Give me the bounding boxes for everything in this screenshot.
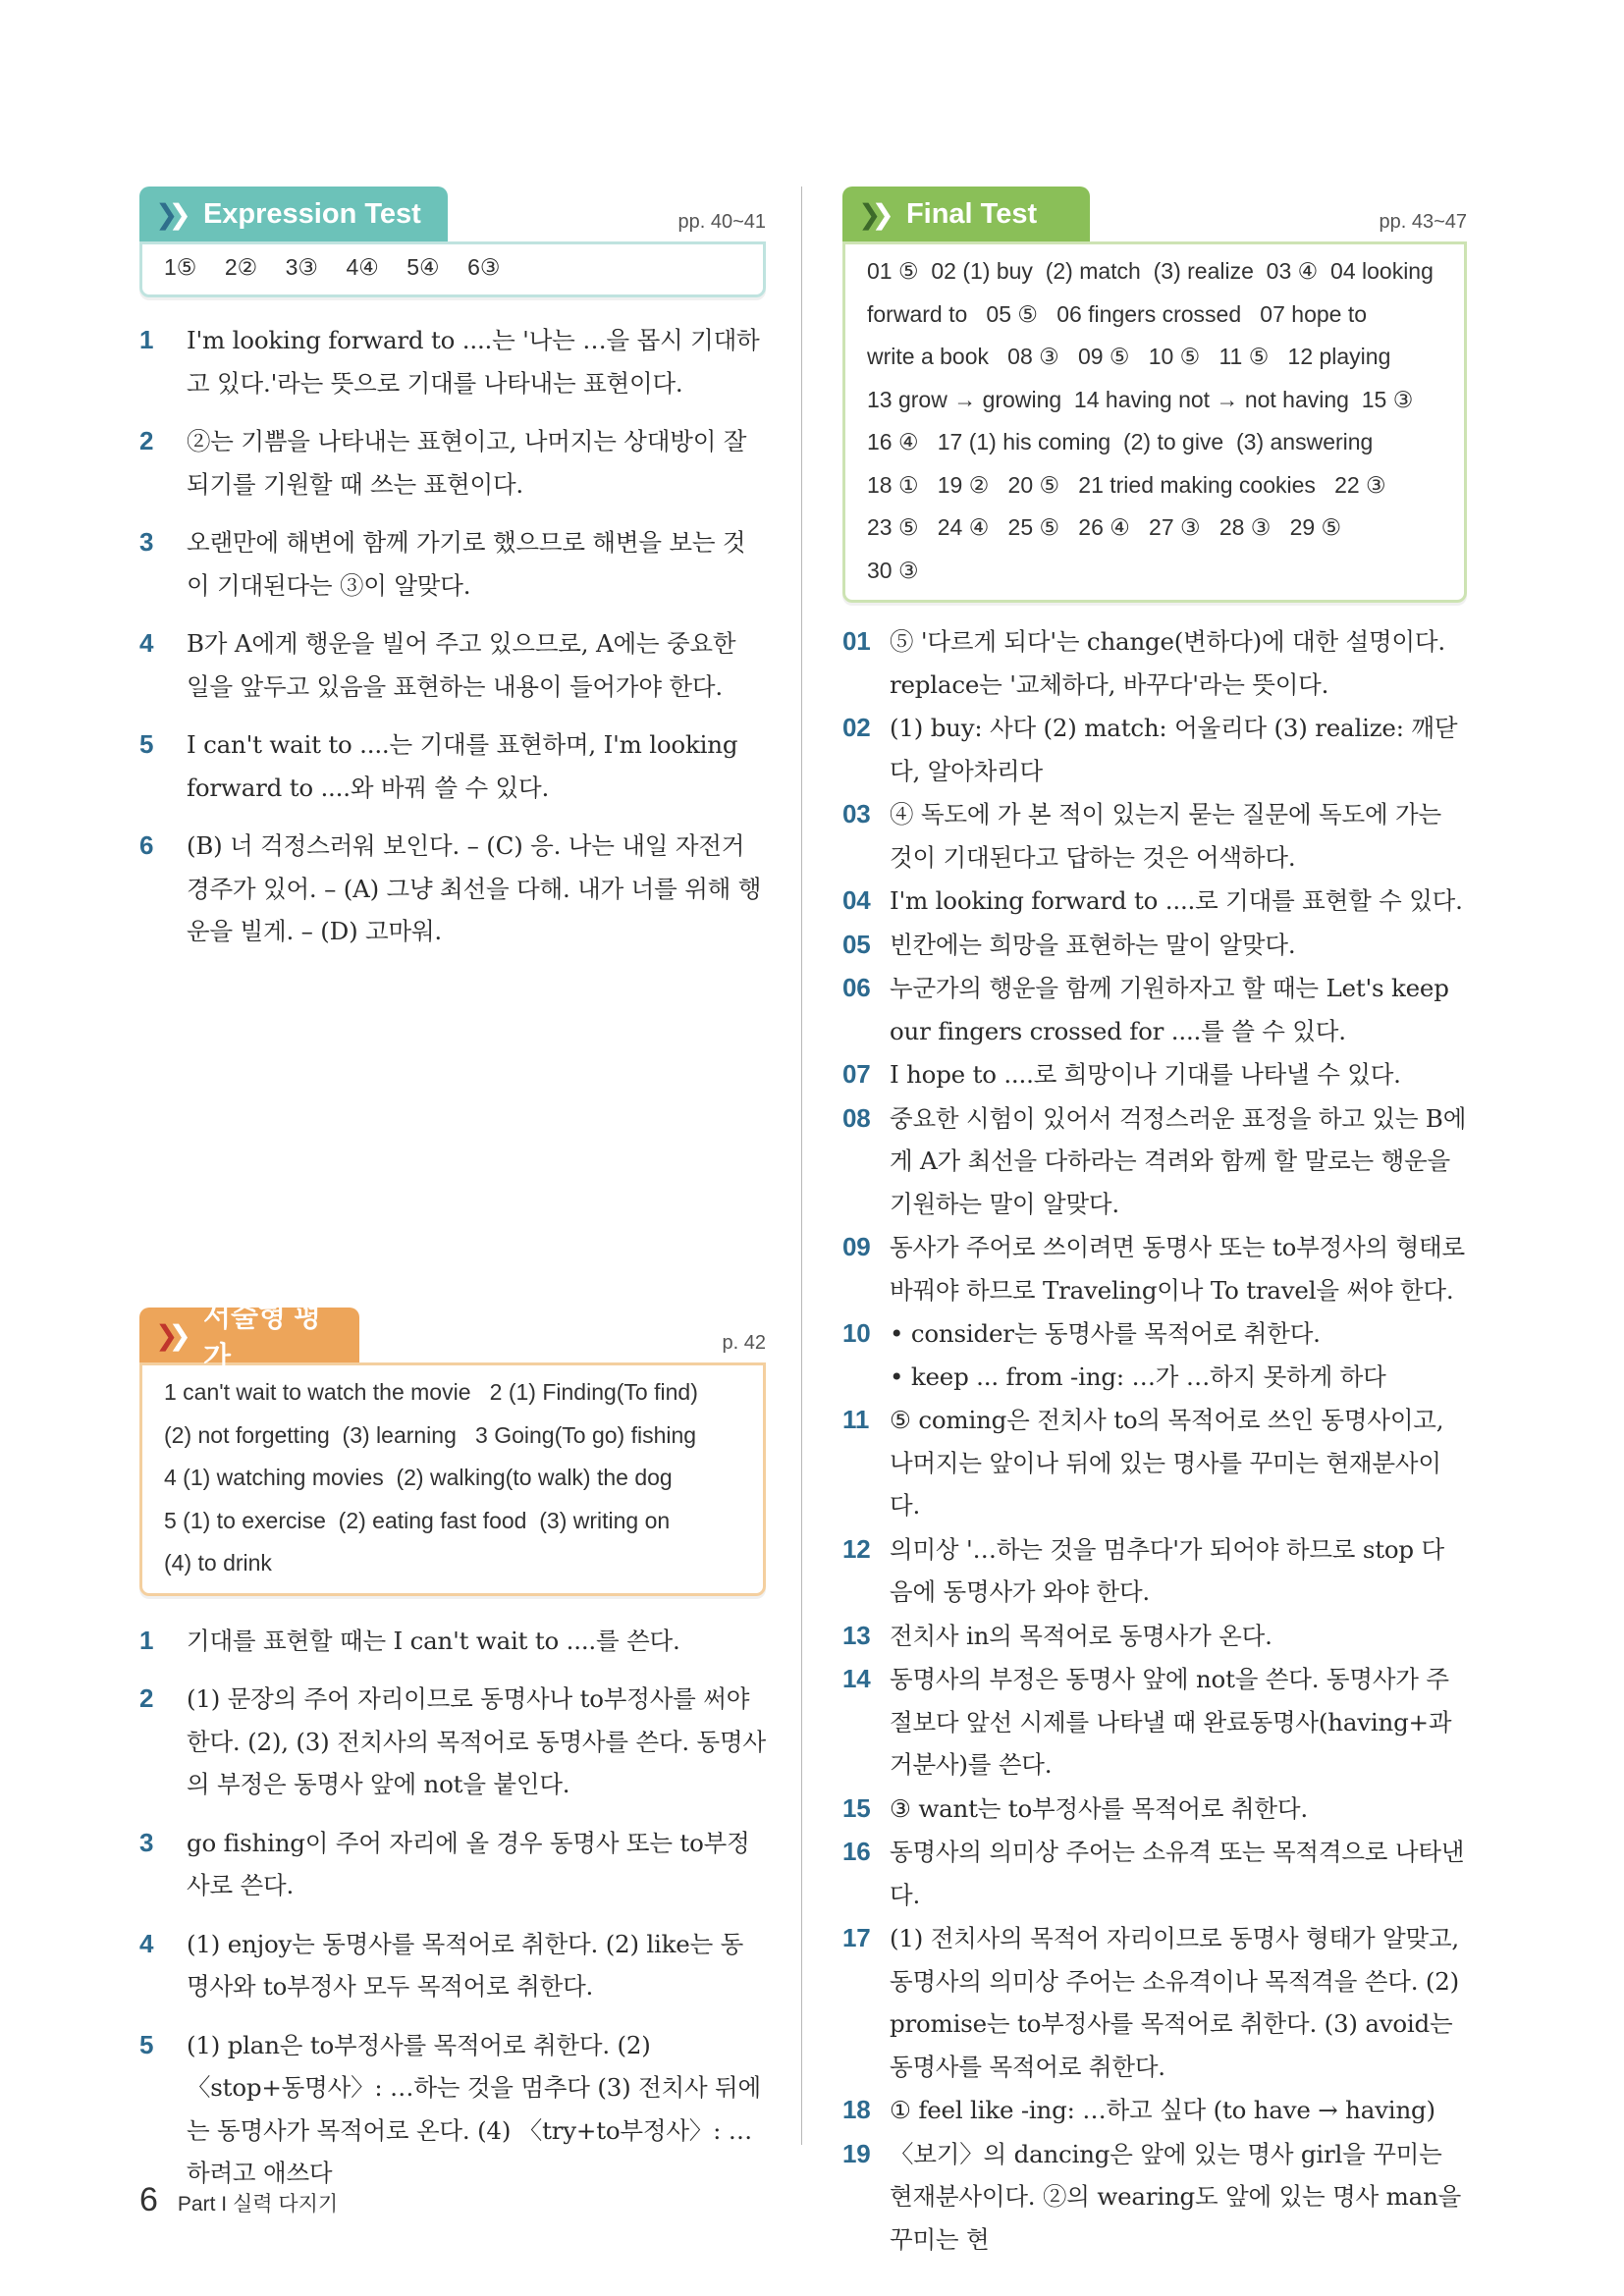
explanation-text: 기대를 표현할 때는 I can't wait to ....를 쓴다.	[187, 1626, 680, 1655]
descriptive-test-title: 서술형 평가	[202, 1302, 322, 1373]
answer-line: write a book 08 ③ 09 ⑤ 10 ⑤ 11 ⑤ 12 playing	[867, 344, 1391, 369]
explanation-item	[842, 1788, 1467, 1831]
final-test-explanations	[842, 620, 1467, 2261]
explanation-item	[139, 622, 766, 708]
final-test-section	[842, 187, 1467, 603]
right-column	[842, 187, 1467, 2262]
explanation-number: 17	[842, 1923, 871, 1952]
answer-line: 30 ③	[867, 557, 919, 583]
explanation-number: 13	[842, 1620, 871, 1650]
part-label: Part I 실력 다지기	[177, 2193, 339, 2216]
answer-item: 5④	[406, 254, 440, 280]
expression-test-tab	[139, 187, 448, 241]
explanation-text: I can't wait to ....는 기대를 표현하며, I'm looking forward to ....와 바꿔 쓸 수 있다.	[187, 730, 738, 802]
expression-test-pages: pp. 40~41	[677, 211, 766, 233]
explanation-text: I hope to ....로 희망이나 기대를 나타낼 수 있다.	[890, 1060, 1401, 1089]
final-test-title: Final Test	[905, 197, 1038, 230]
explanation-number: 4	[139, 1928, 154, 1958]
final-test-answer-box	[842, 241, 1467, 603]
final-test-tab	[842, 187, 1090, 241]
explanation-item	[842, 2089, 1467, 2132]
explanation-number: 06	[842, 973, 871, 1002]
explanation-text: (1) plan은 to부정사를 목적어로 취한다. (2) 〈stop+동명사〉: …하는 것을 멈추다 (3) 전치사 뒤에는 동명사가 목적어로 온다. (4) 〈try+to부정사〉: …하려고 애쓰다	[187, 2030, 761, 2187]
explanation-text: 의미상 '…하는 것을 멈추다'가 되어야 하므로 stop 다음에 동명사가 와야 한다.	[890, 1534, 1444, 1606]
explanation-number: 01	[842, 626, 871, 656]
explanation-text: 동명사의 의미상 주어는 소유격 또는 목적격으로 나타낸다.	[890, 1838, 1465, 1909]
explanation-number: 14	[842, 1664, 871, 1693]
page-footer	[139, 2181, 338, 2219]
explanation-item	[139, 521, 766, 607]
explanation-item	[842, 924, 1467, 967]
answer-line: 18 ① 19 ② 20 ⑤ 21 tried making cookies 22 ③	[867, 471, 1386, 498]
answer-item: 1⑤	[164, 254, 197, 280]
explanation-text: go fishing이 주어 자리에 올 경우 동명사 또는 to부정사로 쓴다.	[187, 1828, 750, 1899]
explanation-text: ④ 독도에 가 본 적이 있는지 묻는 질문에 독도에 가는 것이 기대된다고 답하는 것은 어색하다.	[890, 800, 1441, 872]
explanation-item	[842, 1399, 1467, 1527]
descriptive-test-pages: p. 42	[722, 1332, 766, 1354]
explanation-text: ⑤ coming은 전치사 to의 목적어로 쓰인 동명사이고, 나머지는 앞이나 뒤에 있는 명사를 꾸미는 현재분사이다.	[890, 1406, 1444, 1520]
explanation-text: B가 A에게 행운을 빌어 주고 있으므로, A에는 중요한 일을 앞두고 있음을 표현하는 내용이 들어가야 한다.	[187, 629, 736, 701]
answer-line: 5 (1) to exercise (2) eating fast food (3) writing on	[164, 1507, 671, 1533]
explanation-number: 2	[139, 426, 154, 455]
explanation-item	[139, 1923, 766, 2008]
left-column	[139, 187, 766, 2187]
explanation-number: 07	[842, 1059, 871, 1089]
explanation-number: 04	[842, 885, 871, 915]
explanation-text: (1) 문장의 주어 자리이므로 동명사나 to부정사를 써야 한다. (2), (3) 전치사의 목적어로 동명사를 쓴다. 동명사의 부정은 동명사 앞에 not을 붙인다.	[187, 1684, 766, 1798]
answer-item: 4④	[346, 254, 379, 280]
final-test-pages: pp. 43~47	[1379, 211, 1467, 233]
explanation-number: 5	[139, 2029, 154, 2059]
answer-line: 13 grow → growing 14 having not → not having 15 ③	[867, 386, 1414, 412]
answer-line: 23 ⑤ 24 ④ 25 ⑤ 26 ④ 27 ③ 28 ③ 29 ⑤	[867, 514, 1342, 540]
explanation-item	[842, 880, 1467, 923]
explanation-number: 6	[139, 830, 154, 860]
explanation-number: 10	[842, 1318, 871, 1348]
explanation-text: ③ want는 to부정사를 목적어로 취한다.	[890, 1793, 1308, 1823]
explanation-item	[139, 1620, 766, 1663]
expression-test-answer-box	[139, 241, 766, 297]
explanation-item	[842, 620, 1467, 706]
explanation-number: 3	[139, 527, 154, 557]
answer-line: (4) to drink	[164, 1550, 272, 1575]
explanation-item	[842, 793, 1467, 879]
answer-line: 4 (1) watching movies (2) walking(to walk) the dog	[164, 1465, 673, 1490]
explanation-item	[842, 967, 1467, 1052]
explanation-text: 빈칸에는 희망을 표현하는 말이 알맞다.	[890, 930, 1296, 959]
explanation-item	[842, 2133, 1467, 2262]
explanation-number: 19	[842, 2138, 871, 2168]
double-chevron-icon: ❯❯	[155, 198, 182, 230]
double-chevron-icon: ❯❯	[155, 1319, 182, 1351]
explanation-item	[842, 1658, 1467, 1787]
answer-line: forward to 05 ⑤ 06 fingers crossed 07 hope to	[867, 300, 1368, 327]
expression-test-explanations	[139, 319, 766, 953]
explanation-item	[139, 1678, 766, 1806]
column-divider	[801, 187, 802, 2145]
explanation-number: 2	[139, 1683, 154, 1713]
answer-line: 1 can't wait to watch the movie 2 (1) Finding(To find)	[164, 1379, 698, 1405]
explanation-item	[139, 825, 766, 953]
descriptive-test-header	[139, 1302, 766, 1373]
explanation-item	[842, 1053, 1467, 1096]
descriptive-test-answer-box	[139, 1362, 766, 1596]
explanation-number: 16	[842, 1837, 871, 1866]
explanation-text: ⑤ '다르게 되다'는 change(변하다)에 대한 설명이다. replace는 '교체하다, 바꾸다'라는 뜻이다.	[890, 627, 1445, 699]
explanation-text: • consider는 동명사를 목적어로 취한다. • keep ... from -ing: …가 …하지 못하게 하다	[890, 1319, 1386, 1391]
expression-test-header	[139, 187, 766, 241]
explanation-number: 08	[842, 1102, 871, 1133]
page-number: 6	[139, 2181, 158, 2218]
explanation-text: (1) enjoy는 동명사를 목적어로 취한다. (2) like는 동명사와 to부정사 모두 목적어로 취한다.	[187, 1929, 744, 2001]
explanation-number: 05	[842, 929, 871, 959]
explanation-item	[139, 319, 766, 404]
explanation-number: 18	[842, 2095, 871, 2124]
explanation-number: 11	[842, 1405, 870, 1434]
explanation-number: 1	[139, 1625, 154, 1655]
explanation-text: 동명사의 부정은 동명사 앞에 not을 쓴다. 동명사가 주절보다 앞선 시제를 나타낼 때 완료동명사(having+과거분사)를 쓴다.	[890, 1665, 1452, 1779]
explanation-item	[139, 1822, 766, 1907]
explanation-item	[842, 1528, 1467, 1614]
descriptive-test-section	[139, 1302, 766, 2211]
descriptive-test-explanations	[139, 1620, 766, 2195]
explanation-number: 02	[842, 713, 871, 742]
answer-line: 16 ④ 17 (1) his coming (2) to give (3) answering	[867, 429, 1374, 454]
explanation-text: 오랜만에 해변에 함께 가기로 했으므로 해변을 보는 것이 기대된다는 ③이 알맞다.	[187, 528, 746, 600]
explanation-text: I'm looking forward to ....는 '나는 …을 몹시 기대하고 있다.'라는 뜻으로 기대를 나타내는 표현이다.	[187, 326, 760, 398]
final-test-header	[842, 187, 1467, 241]
explanation-item	[139, 2024, 766, 2195]
explanation-text: 〈보기〉의 dancing은 앞에 있는 명사 girl을 꾸미는 현재분사이다. ②의 wearing도 앞에 있는 명사 man을 꾸미는 현	[890, 2139, 1462, 2254]
explanation-text: ②는 기쁨을 나타내는 표현이고, 나머지는 상대방이 잘되기를 기원할 때 쓰는 표현이다.	[187, 427, 747, 499]
explanation-text: 동사가 주어로 쓰이려면 동명사 또는 to부정사의 형태로 바꿔야 하므로 Traveling이나 To travel을 써야 한다.	[890, 1233, 1465, 1305]
double-chevron-icon: ❯❯	[858, 198, 885, 230]
explanation-number: 09	[842, 1232, 871, 1261]
explanation-item	[842, 1831, 1467, 1916]
explanation-text: 전치사 in의 목적어로 동명사가 온다.	[890, 1621, 1272, 1650]
explanation-item	[139, 420, 766, 506]
explanation-item	[139, 723, 766, 809]
descriptive-test-tab	[139, 1302, 359, 1373]
explanation-number: 3	[139, 1827, 154, 1857]
answer-line: 01 ⑤ 02 (1) buy (2) match (3) realize 03 ④ 04 looking	[867, 258, 1434, 284]
explanation-text: I'm looking forward to ....로 기대를 표현할 수 있다.	[890, 886, 1463, 915]
explanation-text: 중요한 시험이 있어서 걱정스러운 표정을 하고 있는 B에게 A가 최선을 다하라는 격려와 함께 할 말로는 행운을 기원하는 말이 알맞다.	[890, 1103, 1467, 1218]
expression-test-section	[139, 187, 766, 297]
explanation-number: 5	[139, 729, 154, 759]
answer-item: 6③	[467, 254, 501, 280]
explanation-item	[842, 1226, 1467, 1311]
explanation-number: 1	[139, 325, 154, 354]
explanation-text: ① feel like -ing: …하고 싶다 (to have → having)	[890, 2096, 1435, 2124]
expression-test-title: Expression Test	[202, 197, 421, 230]
explanation-item	[842, 1615, 1467, 1658]
explanation-number: 4	[139, 628, 154, 658]
answer-item: 2②	[224, 254, 258, 280]
answer-item: 3③	[285, 254, 319, 280]
answer-line: (2) not forgetting (3) learning 3 Going(To go) fishing	[164, 1421, 697, 1448]
explanation-text: (1) 전치사의 목적어 자리이므로 동명사 형태가 알맞고, 동명사의 의미상 주어는 소유격이나 목적격을 쓴다. (2) promise는 to부정사를 목적어로 취한다. (3) avoid는 동명사를 목적어로 취한다.	[890, 1924, 1460, 2081]
explanation-item	[842, 1312, 1467, 1398]
explanation-item	[842, 707, 1467, 792]
explanation-item	[842, 1917, 1467, 2088]
explanation-item	[842, 1097, 1467, 1226]
explanation-text: (1) buy: 사다 (2) match: 어울리다 (3) realize: 깨닫다, 알아차리다	[890, 714, 1458, 785]
explanation-text: 누군가의 행운을 함께 기원하자고 할 때는 Let's keep our fingers crossed for ....를 쓸 수 있다.	[890, 974, 1449, 1045]
explanation-text: (B) 너 걱정스러워 보인다. – (C) 응. 나는 내일 자전거 경주가 있어. – (A) 그냥 최선을 다해. 내가 너를 위해 행운을 빌게. – (D) 고마워.	[187, 831, 762, 945]
explanation-number: 15	[842, 1792, 871, 1823]
explanation-number: 03	[842, 799, 871, 828]
explanation-number: 12	[842, 1533, 871, 1564]
